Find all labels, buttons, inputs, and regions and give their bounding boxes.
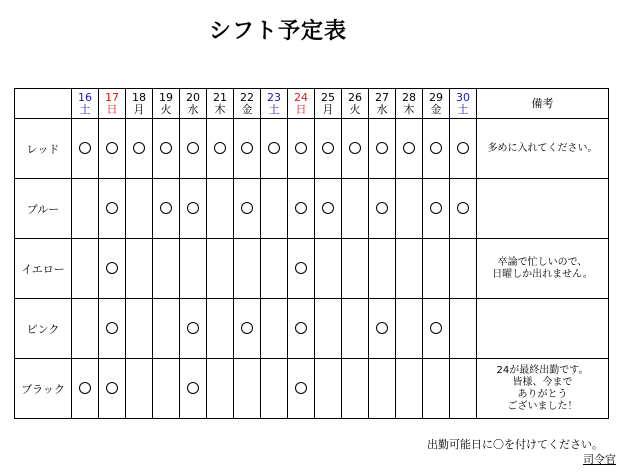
staff-name: ブラック <box>15 359 72 419</box>
available-circle-icon <box>241 202 253 214</box>
shift-cell[interactable] <box>288 299 315 359</box>
weekday: 金 <box>430 102 442 116</box>
shift-cell[interactable] <box>369 179 396 239</box>
shift-cell[interactable] <box>315 119 342 179</box>
shift-cell[interactable] <box>207 359 234 419</box>
shift-cell[interactable] <box>342 239 369 299</box>
remark-cell: 多めに入れてください。 <box>477 119 609 179</box>
table-row <box>15 299 609 359</box>
shift-cell[interactable] <box>126 359 153 419</box>
day-number: 18 <box>132 90 146 104</box>
day-number: 16 <box>78 90 92 104</box>
shift-cell[interactable] <box>126 239 153 299</box>
day-number: 25 <box>321 90 335 104</box>
available-circle-icon <box>376 202 388 214</box>
shift-cell[interactable] <box>234 239 261 299</box>
shift-cell[interactable] <box>72 299 99 359</box>
page-title: シフト予定表 <box>208 19 347 44</box>
shift-cell[interactable] <box>396 119 423 179</box>
shift-cell[interactable] <box>450 239 477 299</box>
shift-cell[interactable] <box>153 119 180 179</box>
shift-cell[interactable] <box>450 119 477 179</box>
shift-cell[interactable] <box>153 179 180 239</box>
available-circle-icon <box>187 142 199 154</box>
day-header <box>180 89 207 119</box>
shift-cell[interactable] <box>180 239 207 299</box>
shift-cell[interactable] <box>180 179 207 239</box>
available-circle-icon <box>430 142 442 154</box>
available-circle-icon <box>457 142 469 154</box>
remarks-header: 備考 <box>477 89 609 119</box>
shift-cell[interactable] <box>342 119 369 179</box>
shift-cell[interactable] <box>369 359 396 419</box>
shift-cell[interactable] <box>261 119 288 179</box>
available-circle-icon <box>322 142 334 154</box>
shift-cell[interactable] <box>126 299 153 359</box>
available-circle-icon <box>457 202 469 214</box>
shift-cell[interactable] <box>396 359 423 419</box>
shift-cell[interactable] <box>99 179 126 239</box>
shift-cell[interactable] <box>72 119 99 179</box>
available-circle-icon <box>295 382 307 394</box>
available-circle-icon <box>376 142 388 154</box>
weekday: 木 <box>214 102 226 116</box>
weekday: 木 <box>403 102 415 116</box>
shift-cell[interactable] <box>396 239 423 299</box>
available-circle-icon <box>241 322 253 334</box>
weekday: 土 <box>79 102 91 116</box>
shift-cell[interactable] <box>450 299 477 359</box>
shift-cell[interactable] <box>126 119 153 179</box>
day-header <box>153 89 180 119</box>
available-circle-icon <box>79 142 91 154</box>
day-number: 21 <box>213 90 227 104</box>
shift-cell[interactable] <box>396 179 423 239</box>
available-circle-icon <box>241 142 253 154</box>
staff-name: レッド <box>15 119 72 179</box>
day-header <box>315 89 342 119</box>
day-header <box>234 89 261 119</box>
available-circle-icon <box>106 142 118 154</box>
day-header <box>72 89 99 119</box>
shift-cell[interactable] <box>369 119 396 179</box>
shift-cell[interactable] <box>72 179 99 239</box>
shift-cell[interactable] <box>153 299 180 359</box>
available-circle-icon <box>430 202 442 214</box>
remark-cell <box>477 179 609 239</box>
shift-cell[interactable] <box>234 359 261 419</box>
weekday: 火 <box>349 102 361 116</box>
available-circle-icon <box>403 142 415 154</box>
table-row <box>15 119 609 179</box>
available-circle-icon <box>106 262 118 274</box>
shift-cell[interactable] <box>99 119 126 179</box>
shift-cell[interactable] <box>72 239 99 299</box>
table-row <box>15 359 609 419</box>
day-header <box>450 89 477 119</box>
shift-cell[interactable] <box>99 299 126 359</box>
available-circle-icon <box>160 202 172 214</box>
shift-cell[interactable] <box>423 119 450 179</box>
shift-cell[interactable] <box>423 359 450 419</box>
available-circle-icon <box>106 202 118 214</box>
shift-cell[interactable] <box>423 179 450 239</box>
shift-cell[interactable] <box>126 179 153 239</box>
shift-cell[interactable] <box>315 179 342 239</box>
shift-cell[interactable] <box>450 179 477 239</box>
day-number: 26 <box>348 90 362 104</box>
day-header <box>396 89 423 119</box>
available-circle-icon <box>187 202 199 214</box>
available-circle-icon <box>295 202 307 214</box>
day-number: 19 <box>159 90 173 104</box>
weekday: 水 <box>187 102 199 116</box>
available-circle-icon <box>268 142 280 154</box>
day-number: 29 <box>429 90 443 104</box>
available-circle-icon <box>187 322 199 334</box>
day-header <box>342 89 369 119</box>
available-circle-icon <box>349 142 361 154</box>
shift-cell[interactable] <box>207 179 234 239</box>
available-circle-icon <box>295 262 307 274</box>
shift-cell[interactable] <box>369 239 396 299</box>
shift-cell[interactable] <box>315 359 342 419</box>
day-number: 20 <box>186 90 200 104</box>
available-circle-icon <box>322 202 334 214</box>
shift-cell[interactable] <box>234 299 261 359</box>
staff-name: イエロー <box>15 239 72 299</box>
shift-cell[interactable] <box>234 119 261 179</box>
shift-cell[interactable] <box>99 239 126 299</box>
shift-cell[interactable] <box>423 239 450 299</box>
available-circle-icon <box>295 142 307 154</box>
day-number: 17 <box>105 90 119 104</box>
header-row <box>15 89 609 119</box>
shift-cell[interactable] <box>72 359 99 419</box>
shift-cell[interactable] <box>423 299 450 359</box>
day-header <box>288 89 315 119</box>
available-circle-icon <box>160 142 172 154</box>
day-header <box>126 89 153 119</box>
staff-name: ブルー <box>15 179 72 239</box>
weekday: 金 <box>241 102 253 116</box>
shift-cell[interactable] <box>234 179 261 239</box>
shift-cell[interactable] <box>288 119 315 179</box>
weekday: 日 <box>106 102 118 116</box>
weekday: 土 <box>268 102 280 116</box>
weekday: 水 <box>376 102 388 116</box>
weekday: 日 <box>295 102 307 116</box>
shift-cell[interactable] <box>315 299 342 359</box>
shift-cell[interactable] <box>99 359 126 419</box>
shift-cell[interactable] <box>180 299 207 359</box>
available-circle-icon <box>376 322 388 334</box>
available-circle-icon <box>295 322 307 334</box>
remark-cell <box>477 299 609 359</box>
staff-name: ピンク <box>15 299 72 359</box>
available-circle-icon <box>106 382 118 394</box>
available-circle-icon <box>187 382 199 394</box>
shift-cell[interactable] <box>261 239 288 299</box>
day-number: 28 <box>402 90 416 104</box>
day-header <box>369 89 396 119</box>
shift-cell[interactable] <box>342 299 369 359</box>
shift-cell[interactable] <box>261 359 288 419</box>
available-circle-icon <box>79 382 91 394</box>
shift-cell[interactable] <box>261 299 288 359</box>
shift-cell[interactable] <box>207 299 234 359</box>
available-circle-icon <box>430 322 442 334</box>
corner-cell <box>15 89 72 119</box>
shift-cell[interactable] <box>207 119 234 179</box>
table-body <box>15 119 609 419</box>
weekday: 月 <box>133 102 145 116</box>
day-number: 23 <box>267 90 281 104</box>
weekday: 月 <box>322 102 334 116</box>
shift-cell[interactable] <box>288 239 315 299</box>
shift-cell[interactable] <box>288 359 315 419</box>
day-number: 24 <box>294 90 308 104</box>
day-number: 30 <box>456 90 470 104</box>
instruction-text: 出勤可能日に〇を付けてください。 <box>427 438 603 451</box>
signature: 司令官 <box>583 453 616 466</box>
day-header <box>207 89 234 119</box>
shift-cell[interactable] <box>180 359 207 419</box>
available-circle-icon <box>133 142 145 154</box>
shift-table <box>14 88 609 419</box>
shift-cell[interactable] <box>369 299 396 359</box>
table-row <box>15 179 609 239</box>
shift-cell[interactable] <box>288 179 315 239</box>
day-header <box>99 89 126 119</box>
shift-cell[interactable] <box>261 179 288 239</box>
shift-cell[interactable] <box>396 299 423 359</box>
day-header <box>261 89 288 119</box>
remark-cell: 卒論で忙しいので、 日曜しか出れません。 <box>477 239 609 299</box>
weekday: 火 <box>160 102 172 116</box>
day-number: 22 <box>240 90 254 104</box>
shift-cell[interactable] <box>207 239 234 299</box>
remark-cell: 24が最終出勤です。 皆様、今まで ありがとう ございました！ <box>477 359 609 419</box>
day-number: 27 <box>375 90 389 104</box>
shift-cell[interactable] <box>315 239 342 299</box>
weekday: 土 <box>457 102 469 116</box>
day-header <box>423 89 450 119</box>
shift-cell[interactable] <box>342 179 369 239</box>
shift-cell[interactable] <box>180 119 207 179</box>
shift-cell[interactable] <box>450 359 477 419</box>
available-circle-icon <box>214 142 226 154</box>
shift-cell[interactable] <box>153 359 180 419</box>
shift-cell[interactable] <box>153 239 180 299</box>
available-circle-icon <box>106 322 118 334</box>
table-row <box>15 239 609 299</box>
shift-cell[interactable] <box>342 359 369 419</box>
